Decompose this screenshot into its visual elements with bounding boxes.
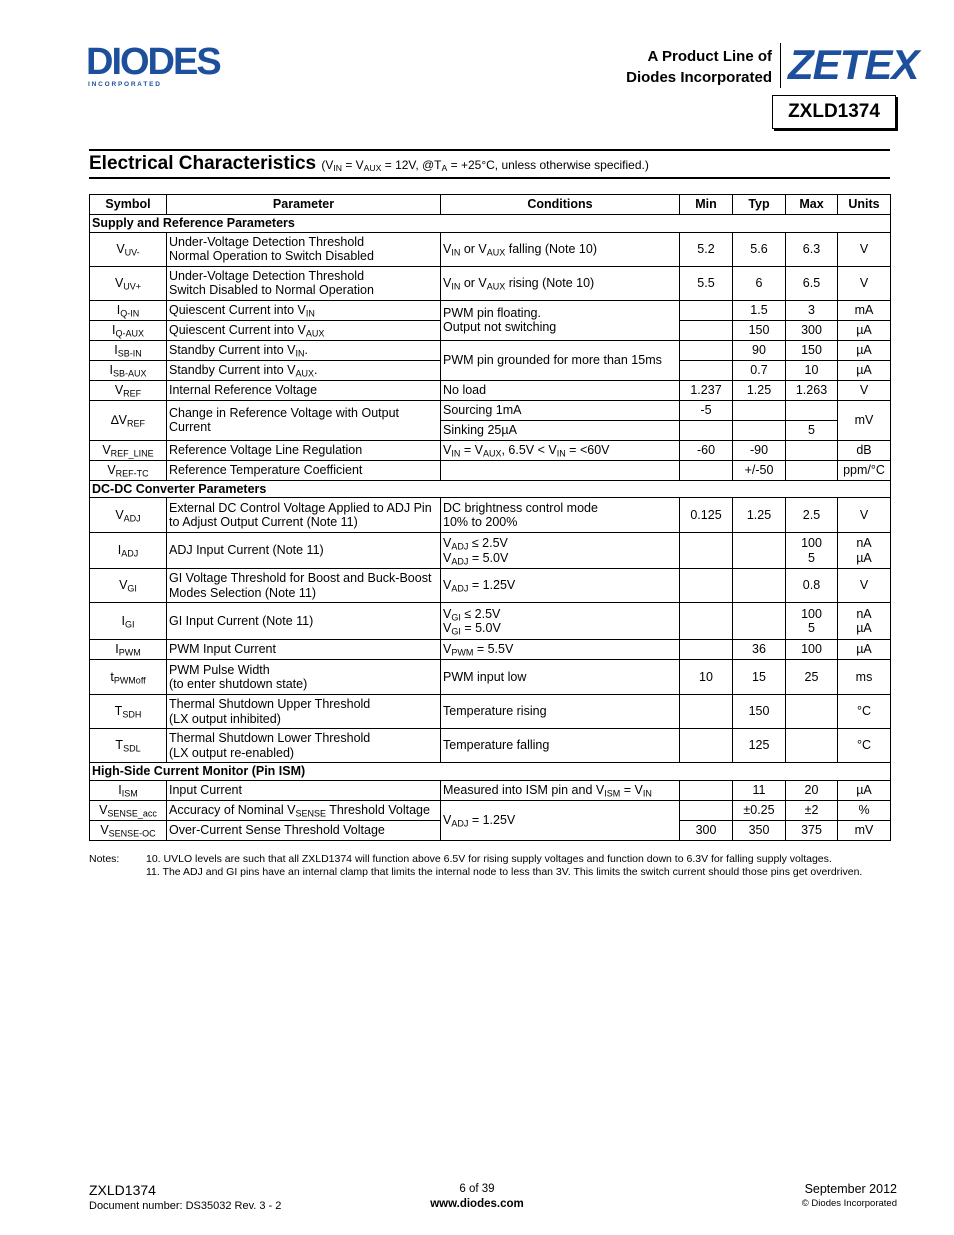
symbol-cell: $V_{GI}$	[90, 569, 167, 603]
typ-cell: 1.25	[733, 380, 786, 400]
min-cell	[680, 360, 733, 380]
typ-cell: 125	[733, 729, 786, 763]
table-row	[90, 695, 891, 729]
symbol-cell: $T_{SDH}$	[90, 695, 167, 729]
units-cell: V	[838, 380, 891, 400]
conditions-cell: $V_{GI} \le 2.5V$ $V_{GI} = 5.0V$	[441, 603, 680, 640]
typ-cell: 36	[733, 640, 786, 660]
units-cell: V	[838, 498, 891, 533]
symbol-cell: $I_{Q-AUX}$	[90, 320, 167, 340]
title-rule-top	[89, 149, 890, 151]
table-row	[90, 300, 891, 320]
parameter-cell: Internal Reference Voltage	[167, 380, 441, 400]
units-cell: °C	[838, 695, 891, 729]
parameter-cell: PWM Input Current	[167, 640, 441, 660]
table-row	[90, 380, 891, 400]
conditions-cell: $V_{ADJ} = 1.25V$	[441, 569, 680, 603]
conditions-cell: $V_{IN}$ or $V_{AUX}$ falling (Note 10)	[441, 232, 680, 266]
conditions-cell	[441, 460, 680, 480]
min-cell	[680, 569, 733, 603]
min-cell	[680, 460, 733, 480]
diodes-logo-subtext: I N C O R P O R A T E D	[88, 81, 160, 88]
zetex-logo-text: ZETEX	[788, 41, 919, 88]
typ-cell	[733, 400, 786, 420]
conditions-cell: $V_{ADJ} \le 2.5V$ $V_{ADJ} = 5.0V$	[441, 533, 680, 569]
note-11: 11. The ADJ and GI pins have an internal clamp that limits the internal node to less than 3V. This limits the switch current should those pins get overdriven.	[146, 866, 863, 878]
max-cell: 25	[786, 660, 838, 695]
units-cell: µA	[838, 780, 891, 800]
max-cell: 3	[786, 300, 838, 320]
table-row	[90, 800, 891, 820]
typ-cell: 150	[733, 695, 786, 729]
min-cell: 1.237	[680, 380, 733, 400]
parameter-cell: Standby Current into $V_{IN}$.	[167, 340, 441, 360]
zetex-logo	[788, 41, 919, 90]
title-rule-bottom	[89, 177, 890, 179]
footer-right	[802, 1182, 897, 1209]
min-cell	[680, 780, 733, 800]
section-row: Supply and Reference Parameters	[90, 215, 891, 233]
min-cell	[680, 533, 733, 569]
section-conditions: ($V_{IN} = V_{AUX} = 12V$, $@T_A = +25^\circ C$, unless otherwise specified.)	[321, 158, 649, 174]
footer-date: September 2012	[804, 1182, 897, 1196]
parameter-cell: Thermal Shutdown Upper Threshold (LX output inhibited)	[167, 695, 441, 729]
min-cell	[680, 420, 733, 440]
table-row	[90, 340, 891, 360]
symbol-cell: $I_{Q-IN}$	[90, 300, 167, 320]
symbol-cell: $V_{REF\_LINE}$	[90, 440, 167, 460]
parameter-cell: Over-Current Sense Threshold Voltage	[167, 820, 441, 840]
max-cell: 100 5	[786, 603, 838, 640]
header-divider	[780, 43, 781, 88]
table-row	[90, 569, 891, 603]
conditions-cell: PWM pin grounded for more than 15ms	[441, 340, 680, 380]
conditions-cell: $V_{ADJ} = 1.25V$	[441, 800, 680, 840]
diodes-logo	[86, 42, 256, 93]
min-cell: -5	[680, 400, 733, 420]
typ-cell: 11	[733, 780, 786, 800]
min-cell	[680, 695, 733, 729]
max-cell: 150	[786, 340, 838, 360]
table-row	[90, 533, 891, 569]
typ-cell	[733, 603, 786, 640]
max-cell: 375	[786, 820, 838, 840]
max-cell: 0.8	[786, 569, 838, 603]
parameter-cell: Under-Voltage Detection Threshold Normal Operation to Switch Disabled	[167, 232, 441, 266]
table-row	[90, 460, 891, 480]
table-row	[90, 498, 891, 533]
conditions-cell: Measured into ISM pin and $V_{ISM} = V_{IN}$	[441, 780, 680, 800]
units-cell: µA	[838, 640, 891, 660]
typ-cell: 0.7	[733, 360, 786, 380]
parameter-cell: Standby Current into $V_{AUX}$.	[167, 360, 441, 380]
min-cell: 0.125	[680, 498, 733, 533]
units-cell: mA	[838, 300, 891, 320]
symbol-cell: $I_{PWM}$	[90, 640, 167, 660]
electrical-characteristics-table	[89, 194, 891, 841]
min-cell: 5.2	[680, 232, 733, 266]
max-cell: 5	[786, 420, 838, 440]
max-cell: 2.5	[786, 498, 838, 533]
units-cell: nA µA	[838, 533, 891, 569]
min-cell	[680, 300, 733, 320]
typ-cell	[733, 533, 786, 569]
section-title	[89, 153, 649, 175]
units-cell: V	[838, 569, 891, 603]
min-cell: 5.5	[680, 266, 733, 300]
footer-website-link[interactable]: www.diodes.com	[430, 1198, 524, 1210]
typ-cell: +/-50	[733, 460, 786, 480]
min-cell: 10	[680, 660, 733, 695]
max-cell: ±2	[786, 800, 838, 820]
tagline-line-1: A Product Line of	[647, 48, 772, 65]
parameter-cell: Quiescent Current into $V_{IN}$	[167, 300, 441, 320]
max-cell: 6.5	[786, 266, 838, 300]
min-cell: 300	[680, 820, 733, 840]
typ-cell: 6	[733, 266, 786, 300]
symbol-cell: $V_{REF}$	[90, 380, 167, 400]
conditions-cell: Sinking 25µA	[441, 420, 680, 440]
typ-cell	[733, 569, 786, 603]
diodes-logo-text: DIODES	[86, 41, 220, 83]
table-header-row	[90, 195, 891, 215]
min-cell	[680, 320, 733, 340]
table-row	[90, 603, 891, 640]
min-cell	[680, 603, 733, 640]
section-title-text: Electrical Characteristics	[89, 153, 317, 174]
symbol-cell: $\Delta V_{REF}$	[90, 400, 167, 440]
typ-cell: 350	[733, 820, 786, 840]
header-parameter: Parameter	[167, 195, 441, 215]
footer-copyright: © Diodes Incorporated	[801, 1198, 897, 1209]
parameter-cell: Accuracy of Nominal $V_{SENSE}$ Threshold Voltage	[167, 800, 441, 820]
header-symbol: Symbol	[90, 195, 167, 215]
header-min: Min	[680, 195, 733, 215]
table-row	[90, 640, 891, 660]
max-cell: 300	[786, 320, 838, 340]
units-cell: V	[838, 232, 891, 266]
typ-cell: -90	[733, 440, 786, 460]
min-cell	[680, 340, 733, 360]
symbol-cell: $I_{ADJ}$	[90, 533, 167, 569]
conditions-cell: $V_{IN} = V_{AUX}$, $6.5V < V_{IN} = <60V$	[441, 440, 680, 460]
table-row	[90, 232, 891, 266]
min-cell	[680, 729, 733, 763]
symbol-cell: $T_{SDL}$	[90, 729, 167, 763]
tagline-line-2: Diodes Incorporated	[626, 69, 772, 86]
table-row	[90, 729, 891, 763]
parameter-cell: Reference Voltage Line Regulation	[167, 440, 441, 460]
conditions-cell: Temperature falling	[441, 729, 680, 763]
table-row	[90, 400, 891, 420]
conditions-cell: Sourcing 1mA	[441, 400, 680, 420]
parameter-cell: Under-Voltage Detection Threshold Switch Disabled to Normal Operation	[167, 266, 441, 300]
symbol-cell: $I_{GI}$	[90, 603, 167, 640]
symbol-cell: $I_{SB-AUX}$	[90, 360, 167, 380]
conditions-cell: PWM pin floating. Output not switching	[441, 300, 680, 340]
parameter-cell: PWM Pulse Width (to enter shutdown state)	[167, 660, 441, 695]
typ-cell	[733, 420, 786, 440]
units-cell: ppm/°C	[838, 460, 891, 480]
section-row: DC-DC Converter Parameters	[90, 480, 891, 498]
parameter-cell: Input Current	[167, 780, 441, 800]
max-cell	[786, 460, 838, 480]
units-cell: µA	[838, 340, 891, 360]
table-row	[90, 660, 891, 695]
units-cell: mV	[838, 400, 891, 440]
parameter-cell: Change in Reference Voltage with Output Current	[167, 400, 441, 440]
typ-cell: 1.5	[733, 300, 786, 320]
max-cell	[786, 729, 838, 763]
units-cell: µA	[838, 320, 891, 340]
symbol-cell: $t_{PWMoff}$	[90, 660, 167, 695]
symbol-cell: $V_{UV-}$	[90, 232, 167, 266]
max-cell: 100 5	[786, 533, 838, 569]
typ-cell: 5.6	[733, 232, 786, 266]
units-cell: nA µA	[838, 603, 891, 640]
table-row	[90, 780, 891, 800]
symbol-cell: $I_{ISM}$	[90, 780, 167, 800]
product-line-tagline	[626, 46, 772, 88]
part-number-box: ZXLD1374	[772, 95, 896, 129]
max-cell: 10	[786, 360, 838, 380]
min-cell: -60	[680, 440, 733, 460]
units-cell: °C	[838, 729, 891, 763]
units-cell: V	[838, 266, 891, 300]
header-conditions: Conditions	[441, 195, 680, 215]
max-cell	[786, 400, 838, 420]
table-row	[90, 266, 891, 300]
typ-cell: 1.25	[733, 498, 786, 533]
max-cell	[786, 440, 838, 460]
symbol-cell: $V_{REF-TC}$	[90, 460, 167, 480]
units-cell: mV	[838, 820, 891, 840]
parameter-cell: GI Voltage Threshold for Boost and Buck-Boost Modes Selection (Note 11)	[167, 569, 441, 603]
conditions-cell: Temperature rising	[441, 695, 680, 729]
units-cell: ms	[838, 660, 891, 695]
symbol-cell: $V_{UV+}$	[90, 266, 167, 300]
symbol-cell: $I_{SB-IN}$	[90, 340, 167, 360]
parameter-cell: External DC Control Voltage Applied to ADJ Pin to Adjust Output Current (Note 11)	[167, 498, 441, 533]
symbol-cell: $V_{SENSE\_acc}$	[90, 800, 167, 820]
header-max: Max	[786, 195, 838, 215]
conditions-cell: PWM input low	[441, 660, 680, 695]
typ-cell: 15	[733, 660, 786, 695]
symbol-cell: $V_{SENSE-OC}$	[90, 820, 167, 840]
max-cell	[786, 695, 838, 729]
min-cell	[680, 640, 733, 660]
table-row	[90, 440, 891, 460]
header-typ: Typ	[733, 195, 786, 215]
note-10: 10. UVLO levels are such that all ZXLD1374 will function above 6.5V for rising supply voltages and function down to 6.3V for falling supply voltages.	[146, 853, 832, 865]
symbol-cell: $V_{ADJ}$	[90, 498, 167, 533]
parameter-cell: GI Input Current (Note 11)	[167, 603, 441, 640]
units-cell: %	[838, 800, 891, 820]
footer-page-number: 6 of 39	[459, 1183, 495, 1195]
units-cell: µA	[838, 360, 891, 380]
max-cell: 100	[786, 640, 838, 660]
parameter-cell: Quiescent Current into $V_{AUX}$	[167, 320, 441, 340]
max-cell: 20	[786, 780, 838, 800]
section-row: High-Side Current Monitor (Pin ISM)	[90, 763, 891, 781]
parameter-cell: Thermal Shutdown Lower Threshold (LX output re-enabled)	[167, 729, 441, 763]
conditions-cell: DC brightness control mode 10% to 200%	[441, 498, 680, 533]
footer-document-number: Document number: DS35032 Rev. 3 - 2	[89, 1200, 282, 1212]
max-cell: 1.263	[786, 380, 838, 400]
parameter-cell: Reference Temperature Coefficient	[167, 460, 441, 480]
typ-cell: 150	[733, 320, 786, 340]
units-cell: dB	[838, 440, 891, 460]
typ-cell: 90	[733, 340, 786, 360]
conditions-cell: $V_{IN}$ or $V_{AUX}$ rising (Note 10)	[441, 266, 680, 300]
conditions-cell: No load	[441, 380, 680, 400]
parameter-cell: ADJ Input Current (Note 11)	[167, 533, 441, 569]
max-cell: 6.3	[786, 232, 838, 266]
typ-cell: ±0.25	[733, 800, 786, 820]
conditions-cell: $V_{PWM} = 5.5V$	[441, 640, 680, 660]
footer-part-number: ZXLD1374	[89, 1182, 156, 1198]
min-cell	[680, 800, 733, 820]
header-units: Units	[838, 195, 891, 215]
notes-label: Notes:	[89, 853, 120, 865]
